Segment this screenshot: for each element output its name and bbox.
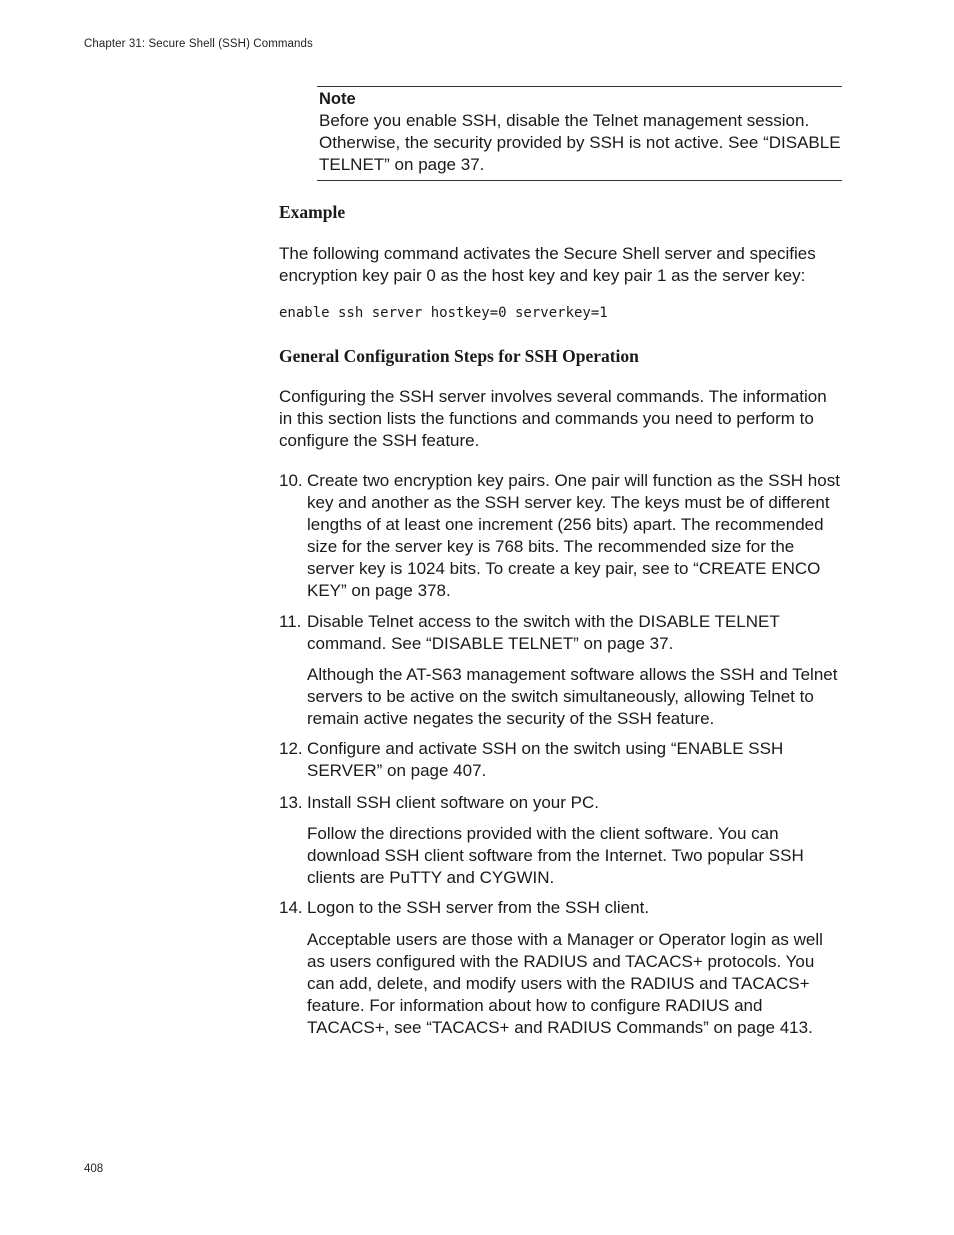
example-paragraph: The following command activates the Secure Shell server and specifies encryption key pair 0 as the host key and key pair 1 as the server key: [279,244,816,285]
general-heading: General Configuration Steps for SSH Operation [279,346,639,366]
step-11 [279,611,844,655]
note-text: Before you enable SSH, disable the Telnet management session. Otherwise, the security provided by SSH is not active. See “DISABLE TELNET” on page 37. [319,111,841,174]
step-number: 11. [279,612,302,631]
general-intro: Configuring the SSH server involves several commands. The information in this section lists the functions and commands you need to perform to configure the SSH feature. [279,387,827,450]
step-text: Configure and activate SSH on the switch using “ENABLE SSH SERVER” on page 407. [307,739,784,780]
step-number: 10. [279,471,303,490]
step-13 [279,792,844,814]
step-12 [279,738,844,782]
note-title: Note [319,90,356,108]
example-code: enable ssh server hostkey=0 serverkey=1 [279,305,608,321]
step-text: Disable Telnet access to the switch with the DISABLE TELNET command. See “DISABLE TELNET” on page 37. [307,612,780,653]
step-10 [279,470,844,602]
step-11-detail: Although the AT-S63 management software allows the SSH and Telnet servers to be active on the switch simultaneously, allowing Telnet to remain active negates the security of the SSH feature. [307,665,838,728]
page-number: 408 [84,1163,104,1175]
step-text: Create two encryption key pairs. One pair will function as the SSH host key and another as the SSH server key. The keys must be of different lengths of at least one increment (256 bits) apart. The recommended size for the server key is 768 bits. The recommended size for the server key is 1024 bits. To create a key pair, see to “CREATE ENCO KEY” on page 378. [307,471,840,600]
note-box [317,86,842,181]
step-text: Install SSH client software on your PC. [307,793,599,812]
step-13-detail: Follow the directions provided with the client software. You can download SSH client software from the Internet. Two popular SSH clients are PuTTY and CYGWIN. [307,824,804,887]
step-14 [279,897,844,919]
step-number: 12. [279,739,303,758]
example-heading: Example [279,202,346,222]
step-text: Logon to the SSH server from the SSH client. [307,898,650,917]
step-number: 13. [279,793,303,812]
step-14-detail: Acceptable users are those with a Manager or Operator login as well as users configured with the RADIUS and TACACS+ protocols. You can add, delete, and modify users with the RADIUS and TACACS+ feature. For information about how to configure RADIUS and TACACS+, see “TACACS+ and RADIUS Commands” on page 413. [307,930,823,1037]
step-number: 14. [279,898,303,917]
running-header: Chapter 31: Secure Shell (SSH) Commands [84,38,313,50]
